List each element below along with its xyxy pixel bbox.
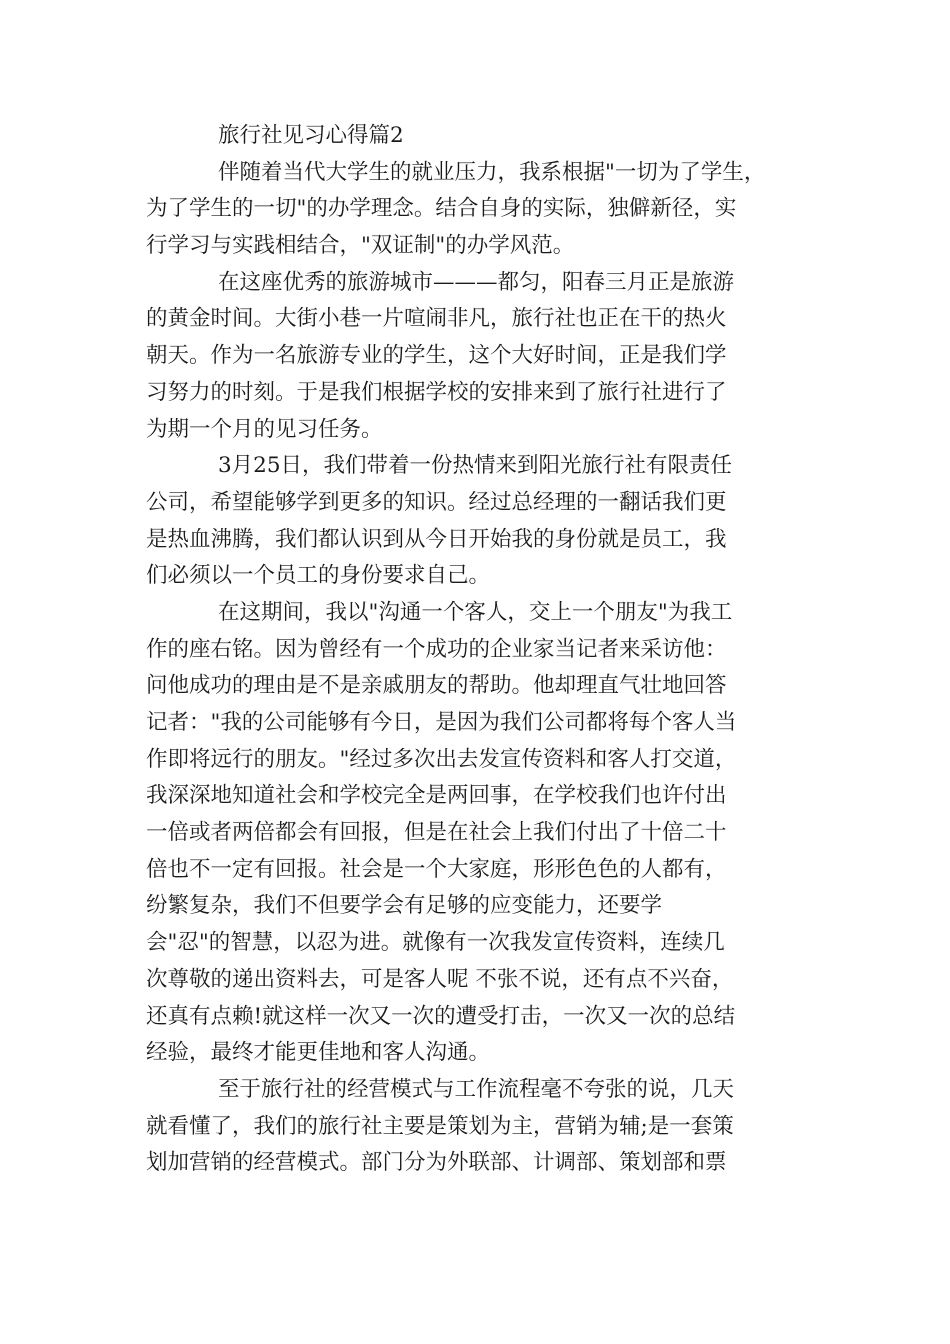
- text-line: 在这座优秀的旅游城市———都匀，阳春三月正是旅游: [218, 269, 735, 295]
- text-line: 划加营销的经营模式。部门分为外联部、计调部、策划部和票: [146, 1150, 727, 1176]
- document-body: [146, 118, 826, 1182]
- document-title: 旅行社见习心得篇2: [218, 123, 404, 148]
- text-line: 会"忍"的智慧，以忍为进。就像有一次我发宣传资料，连续几: [146, 930, 725, 956]
- paragraph: [146, 265, 826, 448]
- text-line: 一倍或者两倍都会有回报，但是在社会上我们付出了十倍二十: [146, 820, 727, 846]
- text-line: 问他成功的理由是不是亲戚朋友的帮助。他却理直气壮地回答: [146, 673, 727, 699]
- text-line: 纷繁复杂，我们不但要学会有足够的应变能力，还要学: [146, 893, 663, 919]
- paragraph: [146, 595, 826, 1072]
- text-line: 3月25日，我们带着一份热情来到阳光旅行社有限责任: [218, 453, 733, 479]
- text-line: 为期一个月的见习任务。: [146, 416, 383, 442]
- text-line: 朝天。作为一名旅游专业的学生，这个大好时间，正是我们学: [146, 343, 727, 369]
- text-line: 的黄金时间。大街小巷一片喧闹非凡，旅行社也正在干的热火: [146, 306, 727, 332]
- text-line: 就看懂了，我们的旅行社主要是策划为主，营销为辅;是一套策: [146, 1113, 734, 1139]
- text-line: 作即将远行的朋友。"经过多次出去发宣传资料和客人打交道，: [146, 746, 737, 772]
- text-line: 们必须以一个员工的身份要求自己。: [146, 563, 491, 589]
- text-line: 至于旅行社的经营模式与工作流程毫不夸张的说，几天: [218, 1076, 735, 1102]
- paragraph: [146, 448, 826, 595]
- text-line: 习努力的时刻。于是我们根据学校的安排来到了旅行社进行了: [146, 379, 727, 405]
- text-line: 伴随着当代大学生的就业压力，我系根据"一切为了学生，: [218, 159, 766, 185]
- text-line: 在这期间，我以"沟通一个客人，交上一个朋友"为我工: [218, 599, 733, 625]
- paragraph: [146, 1072, 826, 1182]
- text-line: 还真有点赖!就这样一次又一次的遭受打击，一次又一次的总结: [146, 1003, 736, 1029]
- text-line: 作的座右铭。因为曾经有一个成功的企业家当记者来采访他：: [146, 636, 727, 662]
- paragraph: [146, 155, 826, 265]
- text-line: 经验，最终才能更佳地和客人沟通。: [146, 1040, 491, 1066]
- text-line: 记者："我的公司能够有今日，是因为我们公司都将每个客人当: [146, 710, 737, 735]
- text-line: 公司，希望能够学到更多的知识。经过总经理的一翻话我们更: [146, 489, 727, 515]
- text-line: 倍也不一定有回报。社会是一个大家庭，形形色色的人都有，: [146, 856, 727, 882]
- text-line: 次尊敬的递出资料去，可是客人呢 不张不说，还有点不兴奋，: [146, 966, 734, 992]
- text-line: 为了学生的一切"的办学理念。结合自身的实际，独僻新径，实: [146, 196, 737, 222]
- text-line: 是热血沸腾，我们都认识到从今日开始我的身份就是员工，我: [146, 526, 727, 552]
- text-line: 行学习与实践相结合，"双证制"的办学风范。: [146, 233, 575, 259]
- text-line: 我深深地知道社会和学校完全是两回事，在学校我们也许付出: [146, 783, 727, 809]
